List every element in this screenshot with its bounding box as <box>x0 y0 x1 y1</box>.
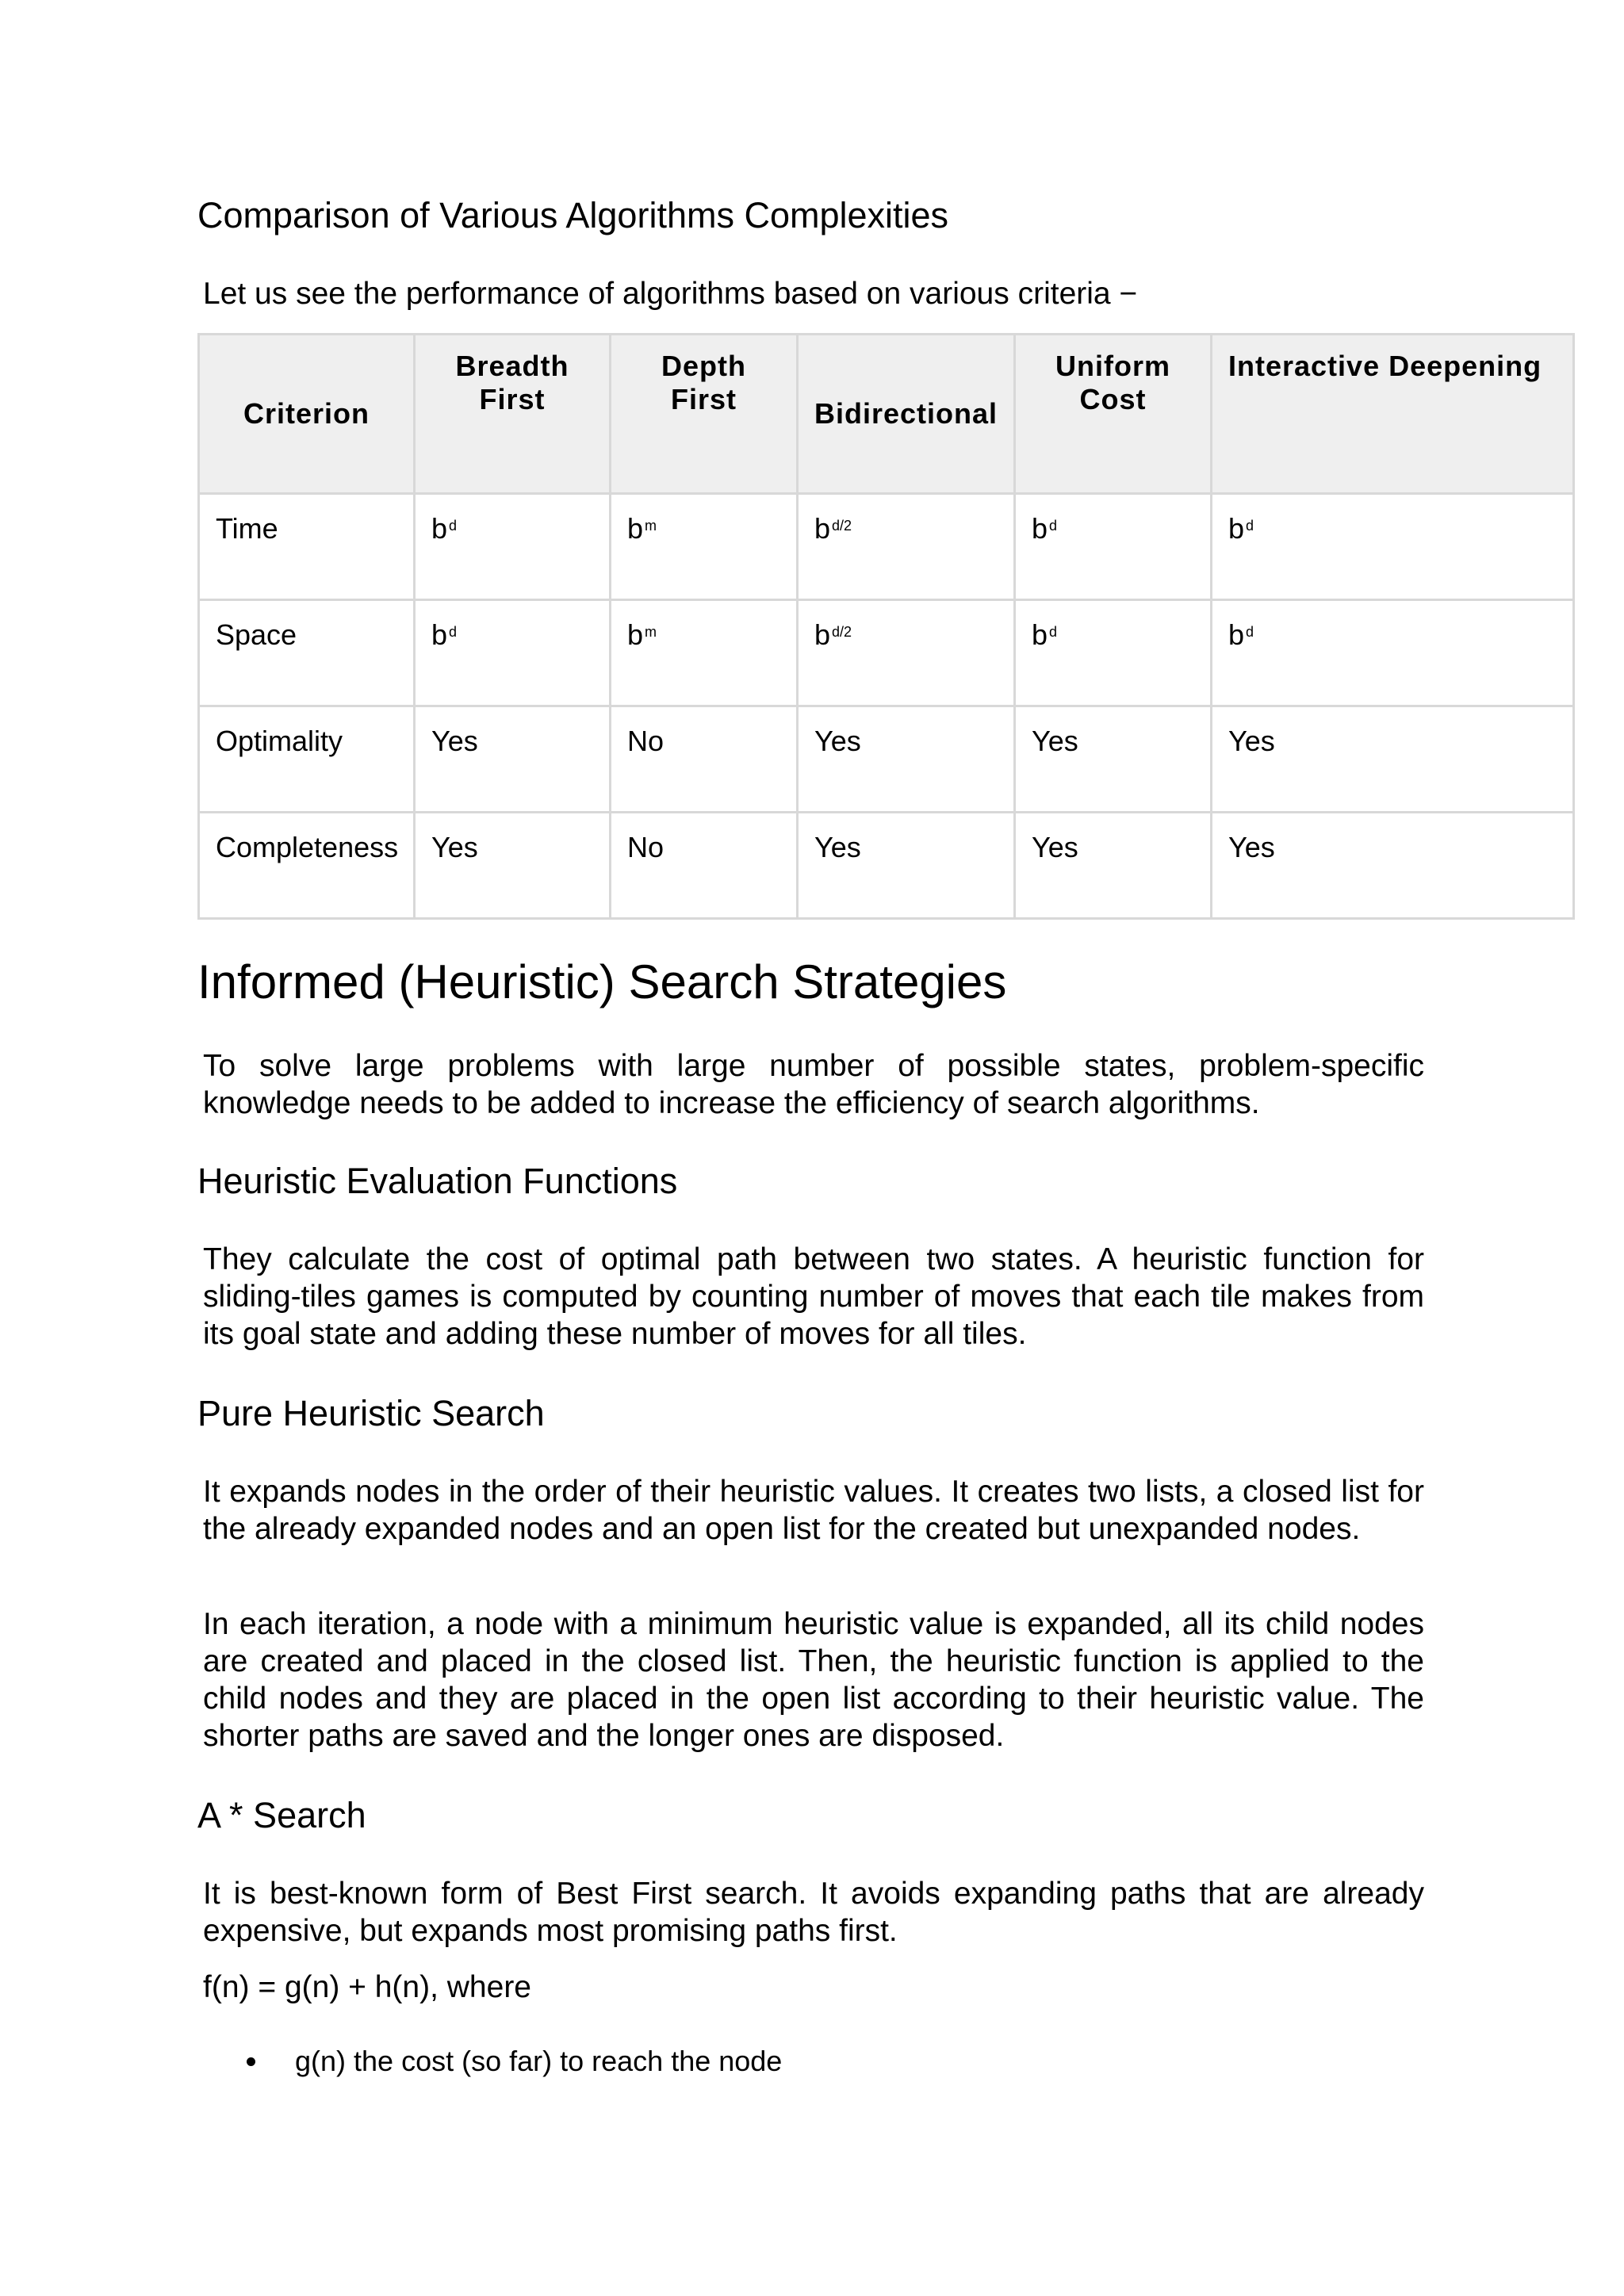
table-cell <box>1015 706 1212 813</box>
table-cell <box>611 494 798 600</box>
cell-value: Yes <box>1228 831 1275 863</box>
table-header-cell: Interactive Deepening <box>1212 335 1574 494</box>
table-row <box>199 600 1574 706</box>
table-cell <box>1212 494 1574 600</box>
comparison-table <box>197 333 1575 920</box>
table-cell <box>415 494 611 600</box>
table-row-label: Time <box>199 494 415 600</box>
cell-value: No <box>627 725 665 757</box>
table-cell <box>798 813 1015 919</box>
table-header-cell: Breadth First <box>415 335 611 494</box>
cell-exponent: d/2 <box>832 624 852 640</box>
cell-value: b <box>627 618 644 651</box>
cell-value: b <box>627 512 644 545</box>
cell-exponent: d <box>449 624 458 640</box>
bullet-icon <box>247 2057 255 2066</box>
cell-exponent: d <box>449 518 458 534</box>
table-cell <box>1015 494 1212 600</box>
table-cell <box>1212 706 1574 813</box>
pure-heuristic-paragraph-1: It expands nodes in the order of their heuristic values. It creates two lists, a closed list for the already expanded nodes and an open list for the created but unexpanded nodes. <box>203 1475 1424 1546</box>
table-header-row <box>199 335 1574 494</box>
cell-value: Yes <box>431 725 478 757</box>
table-cell <box>611 600 798 706</box>
pure-heuristic-paragraph-2: In each iteration, a node with a minimum heuristic value is expanded, all its child nodes are created and placed in the closed list. Then, the heuristic function is applied to the child nodes and they are placed in the open list according to their heuristic value. The shorter paths are saved and the longer ones are disposed. <box>203 1607 1424 1753</box>
cell-exponent: d/2 <box>832 518 852 534</box>
table-row <box>199 494 1574 600</box>
cell-value: Yes <box>1032 831 1078 863</box>
cell-exponent: d <box>1246 518 1254 534</box>
heuristic-eval-paragraph: They calculate the cost of optimal path between two states. A heuristic function for sliding-tiles games is computed by counting number of moves that each tile makes from its goal state and adding these number of moves for all tiles. <box>203 1242 1424 1351</box>
cell-value: b <box>431 618 448 651</box>
table-cell <box>798 494 1015 600</box>
cell-value: b <box>814 512 831 545</box>
table-header-cell: Bidirectional <box>798 335 1015 494</box>
list-item <box>203 2044 782 2079</box>
table-cell <box>415 600 611 706</box>
cell-value: Yes <box>814 725 861 757</box>
cell-exponent: d <box>1049 624 1058 640</box>
heuristic-eval-heading: Heuristic Evaluation Functions <box>197 1161 678 1201</box>
astar-formula: f(n) = g(n) + h(n), where <box>203 1970 531 2004</box>
cell-value: b <box>1032 512 1048 545</box>
informed-heading: Informed (Heuristic) Search Strategies <box>197 955 1007 1008</box>
table-row-label: Completeness <box>199 813 415 919</box>
cell-value: b <box>1228 512 1245 545</box>
table-cell <box>415 706 611 813</box>
table-cell <box>1212 813 1574 919</box>
table-header-cell: Uniform Cost <box>1015 335 1212 494</box>
table-header-cell: Criterion <box>199 335 415 494</box>
cell-exponent: d <box>1049 518 1058 534</box>
cell-value: b <box>814 618 831 651</box>
cell-value: Yes <box>1228 725 1275 757</box>
cell-exponent: m <box>645 518 657 534</box>
table-row-label: Optimality <box>199 706 415 813</box>
table-row <box>199 706 1574 813</box>
list-item-text: g(n) the cost (so far) to reach the node <box>295 2045 783 2077</box>
cell-value: Yes <box>431 831 478 863</box>
cell-value: b <box>431 512 448 545</box>
cell-value: Yes <box>814 831 861 863</box>
table-row-label: Space <box>199 600 415 706</box>
table-cell <box>415 813 611 919</box>
cell-value: b <box>1032 618 1048 651</box>
table-cell <box>1212 600 1574 706</box>
table-cell <box>798 706 1015 813</box>
informed-paragraph: To solve large problems with large number of possible states, problem-specific knowledge needs to be added to increase the efficiency of search algorithms. <box>203 1049 1424 1120</box>
comparison-heading: Comparison of Various Algorithms Complexities <box>197 195 949 235</box>
table-cell <box>798 600 1015 706</box>
table-header-cell: Depth First <box>611 335 798 494</box>
comparison-intro: Let us see the performance of algorithms based on various criteria − <box>203 277 1138 311</box>
table-cell <box>1015 600 1212 706</box>
astar-heading: A * Search <box>197 1795 366 1835</box>
astar-paragraph: It is best-known form of Best First search. It avoids expanding paths that are already expensive, but expands most promising paths first. <box>203 1877 1424 1948</box>
pure-heuristic-heading: Pure Heuristic Search <box>197 1393 545 1433</box>
table-row <box>199 813 1574 919</box>
cell-value: b <box>1228 618 1245 651</box>
astar-bullet-list <box>203 2044 782 2079</box>
table-cell <box>611 706 798 813</box>
cell-value: Yes <box>1032 725 1078 757</box>
cell-exponent: m <box>645 624 657 640</box>
cell-value: No <box>627 831 665 863</box>
table-cell <box>1015 813 1212 919</box>
table-cell <box>611 813 798 919</box>
cell-exponent: d <box>1246 624 1254 640</box>
